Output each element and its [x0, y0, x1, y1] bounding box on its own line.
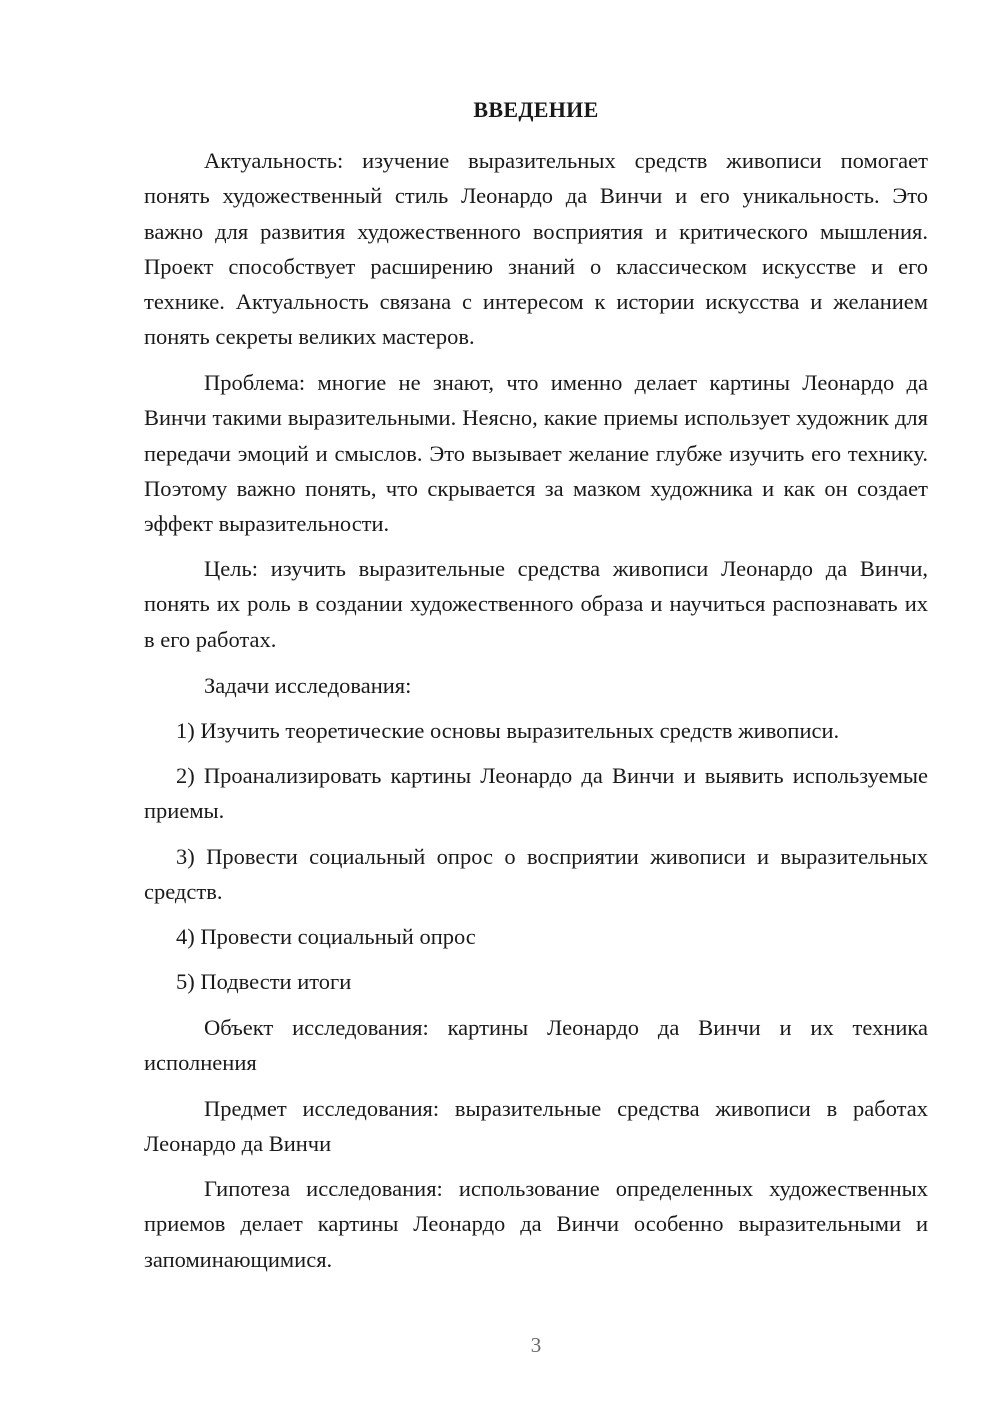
paragraph-problem: Проблема: многие не знают, что именно делает картины Леонардо да Винчи такими выразительными. Неясно, какие приемы использует художник для передачи эмоций и смыслов. Это вызывает желание глубже изучить его технику. Поэтому важно понять, что скрывается за мазком художника и как он создает эффект выразительности. — [144, 370, 928, 537]
page-title: ВВЕДЕНИЕ — [473, 97, 599, 122]
paragraph-relevance: Актуальность: изучение выразительных средств живописи помогает понять художественный стиль Леонардо да Винчи и его уникальность. Это важно для развития художественного восприятия и критического мышления. Проект способствует расширению знаний о классическом искусстве и его технике. Актуальность связана с интересом к истории искусства и желанием понять секреты великих мастеров. — [144, 148, 928, 350]
paragraph-subject: Предмет исследования: выразительные средства живописи в работах Леонардо да Винчи — [144, 1096, 928, 1157]
document-body — [144, 143, 928, 355]
document-body-object — [144, 1010, 928, 1081]
task-item-2: 2) Проанализировать картины Леонардо да Винчи и выявить используемые приемы. — [144, 763, 928, 824]
task-item-4: 4) Провести социальный опрос — [176, 924, 476, 949]
task-item-3: 3) Провести социальный опрос о восприятии живописи и выразительных средств. — [144, 844, 928, 905]
document-body-goal — [144, 551, 928, 657]
page-number: 3 — [530, 1333, 542, 1357]
document-body-hypothesis — [144, 1171, 928, 1277]
task-item-5: 5) Подвести итоги — [176, 969, 352, 994]
document-body-task-4 — [144, 919, 928, 954]
document-body-task-3 — [144, 839, 928, 910]
document-body-task-1 — [144, 713, 928, 748]
document-body-task-2 — [144, 758, 928, 829]
tasks-heading: Задачи исследования: — [204, 673, 412, 698]
paragraph-goal: Цель: изучить выразительные средства живописи Леонардо да Винчи, понять их роль в создании художественного образа и научиться распознавать их в его работах. — [144, 556, 928, 652]
document-body-task-5 — [144, 964, 928, 999]
document-body-tasks-heading — [144, 668, 928, 703]
paragraph-object: Объект исследования: картины Леонардо да Винчи и их техника исполнения — [144, 1015, 928, 1076]
document-body-problem — [144, 365, 928, 541]
paragraph-hypothesis: Гипотеза исследования: использование определенных художественных приемов делает картины Леонардо да Винчи особенно выразительными и запоминающимися. — [144, 1176, 928, 1272]
document-body-subject — [144, 1091, 928, 1162]
task-item-1: 1) Изучить теоретические основы выразительных средств живописи. — [176, 718, 840, 743]
